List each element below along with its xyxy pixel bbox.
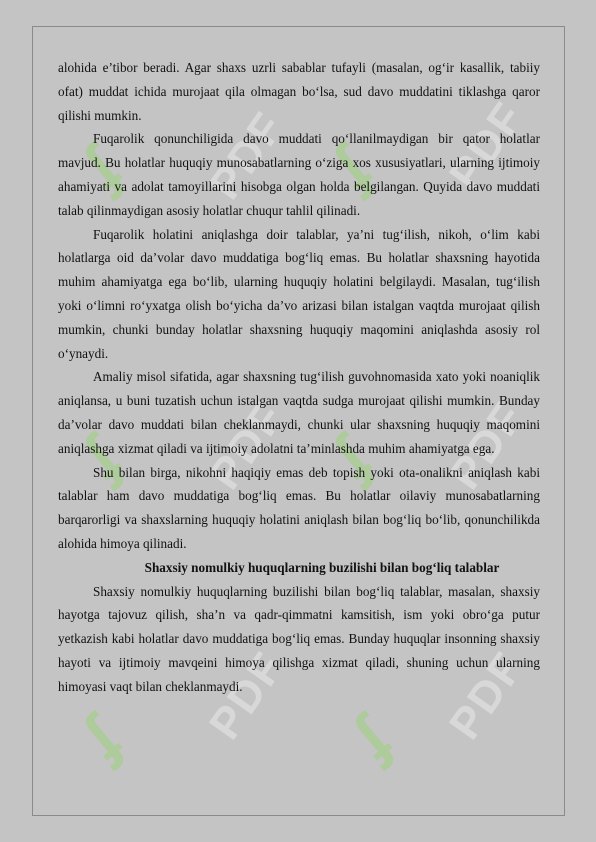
watermark-text: PDF [440, 92, 535, 199]
watermark-logo-icon: ʄ [339, 702, 402, 772]
watermark-text: PDF [200, 642, 295, 749]
document-body [58, 56, 540, 699]
watermark-logo-icon: ʄ [69, 702, 132, 772]
watermark-text: PDF [200, 102, 295, 209]
paragraph: Shaxsiy nomulkiy huquqlarning buzilishi bilan bog‘liq talablar, masalan, shaxsiy hayotga tajovuz qilish, sha’n va qadr-qimmatni kamsitish, ism yoki obro‘ga putur yetkazish kabi holatlar davo muddatiga bog‘liq emas. Bunday huquqlar insonning shaxsiy hayoti va ijtimoiy mavqeini himoya qilishga xizmat qiladi, shuning uchun ularning himoyasi vaqt bilan cheklanmaydi. [58, 583, 540, 694]
section-heading: Shaxsiy nomulkiy huquqlarning buzilishi bilan bog‘liq talablar [144, 559, 500, 575]
watermark-text: PDF [200, 392, 295, 499]
watermark-logo-icon: ʄ [319, 132, 382, 202]
watermark-text: PDF [440, 642, 535, 749]
watermark-text: PDF [440, 392, 535, 499]
watermark-logo-icon: ʄ [319, 422, 382, 492]
paragraph: Shu bilan birga, nikohni haqiqiy emas deb topish yoki ota-onalikni aniqlash kabi talablar ham davo muddatiga bog‘liq emas. Bu holatlar oilaviy munosabatlarning barqarorligi va shaxslarning huquqiy holatini aniqlash bilan bog‘liq bo‘lib, qonunchilikda alohida himoya qilinadi. [58, 464, 540, 551]
watermark-logo-icon: ʄ [69, 422, 132, 492]
paragraph: Amaliy misol sifatida, agar shaxsning tug‘ilish guvohnomasida xato yoki noaniqlik aniqlansa, u buni tuzatish uchun istalgan vaqtda sudga murojaat qilishi mumkin. Bunday da’volar davo muddati bilan cheklanmaydi, chunki ular shaxsning huquqiy maqomini aniqlashga xizmat qiladi va ijtimoiy adolatni ta’minlashda muhim ahamiyatga ega. [58, 369, 540, 456]
paragraph: Fuqarolik qonunchiligida davo muddati qo‘llanilmaydigan bir qator holatlar mavjud. Bu holatlar huquqiy munosabatlarning o‘ziga xos xususiyatlari, ularning ijtimoiy ahamiyati va adolat tamoyillarini hisobga olgan holda belgilangan. Quyida davo muddati talab qilinmaydigan asosiy holatlar chuqur tahlil qilinadi. [58, 131, 540, 218]
paragraph: Fuqarolik holatini aniqlashga doir talablar, ya’ni tug‘ilish, nikoh, o‘lim kabi holatlarga oid da’volar davo muddatiga bog‘liq emas. Bu holatlar shaxsning hayotida muhim ahamiyatga ega bo‘lib, ularning huquqiy holatini belgilaydi. Masalan, tug‘ilish yoki o‘limni ro‘yxatga olish bo‘yicha da’vo arizasi bilan istalgan vaqtda murojaat qilish mumkin, chunki bunday holatlar shaxsning huquqiy maqomini aniqlashda asosiy rol o‘ynaydi. [58, 226, 540, 361]
paragraph: alohida e’tibor beradi. Agar shaxs uzrli sabablar tufayli (masalan, og‘ir kasallik, tabiiy ofat) muddat ichida murojaat qila olmagan bo‘lsa, sud davo muddatini tiklashga qaror qilishi mumkin. [58, 60, 540, 123]
watermark-logo-icon: ʄ [69, 132, 132, 202]
